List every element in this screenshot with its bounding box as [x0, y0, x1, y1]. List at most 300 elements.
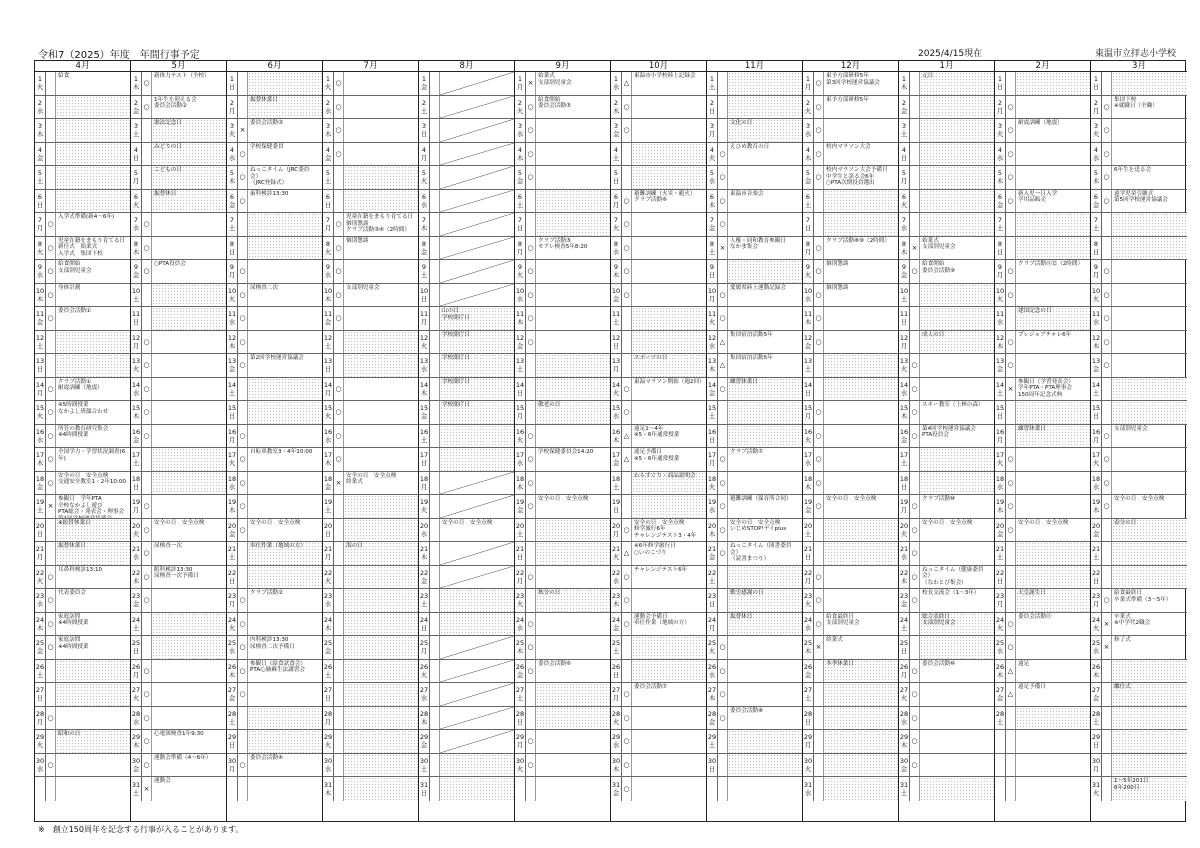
day-date [323, 354, 334, 377]
day-row [227, 542, 322, 566]
day-row [419, 166, 514, 190]
day-events: 建国記念の日 [1016, 307, 1090, 330]
day-number: 2 [421, 98, 427, 107]
weekday: 水 [996, 482, 1004, 491]
day-events [536, 425, 610, 448]
day-date [419, 636, 430, 659]
day-number: 10 [995, 286, 1005, 295]
day-row [419, 566, 514, 590]
day-row [227, 425, 322, 449]
day-row [419, 307, 514, 331]
lunch-mark [430, 495, 440, 518]
weekday: 月 [612, 365, 620, 374]
weekday: 土 [1092, 553, 1100, 562]
day-row [227, 307, 322, 331]
weekday: 土 [132, 294, 140, 303]
day-row [803, 354, 898, 378]
weekday: 水 [900, 388, 908, 397]
day-date [899, 166, 910, 189]
day-date [227, 96, 238, 119]
month-column [515, 61, 611, 821]
lunch-mark: ○ [910, 589, 920, 612]
day-row [35, 425, 130, 449]
day-events [152, 378, 226, 401]
day-events [728, 401, 802, 424]
day-date [1091, 119, 1102, 142]
day-row [611, 401, 706, 425]
weekday: 金 [708, 388, 716, 397]
day-date [1091, 166, 1102, 189]
weekday: 日 [420, 623, 428, 632]
day-events: 振替休日 [728, 613, 802, 636]
day-date [515, 777, 526, 801]
lunch-mark: ○ [718, 542, 728, 565]
weekday: 金 [996, 200, 1004, 209]
weekday: 日 [996, 412, 1004, 421]
lunch-mark [238, 566, 248, 589]
day-date [419, 166, 430, 189]
day-date [131, 777, 142, 801]
lunch-mark: ○ [142, 495, 152, 518]
day-row [803, 448, 898, 472]
day-date [35, 589, 46, 612]
weekday: 日 [996, 83, 1004, 92]
day-events [1016, 448, 1090, 471]
as-of-date: 2025/4/15現在 [918, 49, 983, 59]
day-date [227, 307, 238, 330]
day-date [1091, 143, 1102, 166]
lunch-mark [142, 472, 152, 495]
lunch-mark [142, 284, 152, 307]
lunch-mark: ○ [622, 683, 632, 706]
lunch-mark [430, 542, 440, 565]
day-number: 22 [1091, 568, 1101, 577]
weekday: 土 [132, 130, 140, 139]
day-events: 耐震訓練（地震） [1018, 120, 1063, 126]
day-date [515, 213, 526, 236]
day-row [323, 777, 418, 801]
lunch-mark: ○ [1102, 190, 1112, 213]
day-row [1091, 519, 1187, 543]
day-number: 2 [325, 98, 331, 107]
day-number: 20 [995, 521, 1005, 530]
day-number: 11 [1091, 310, 1101, 319]
weekday: 土 [708, 741, 716, 750]
lunch-mark [430, 331, 440, 354]
lunch-mark: ○ [526, 119, 536, 142]
weekday: 金 [804, 177, 812, 186]
day-row [899, 401, 994, 425]
day-events [1016, 707, 1090, 730]
day-number: 4 [325, 145, 331, 154]
day-number: 23 [803, 592, 813, 601]
day-date [803, 542, 814, 565]
weekday: 月 [132, 670, 140, 679]
day-events [920, 213, 994, 236]
weekday: 月 [996, 106, 1004, 115]
day-row [707, 119, 802, 143]
day-number: 11 [803, 310, 813, 319]
day-events [632, 166, 706, 189]
weekday: 水 [324, 600, 332, 609]
day-number: 12 [611, 333, 621, 342]
lunch-mark: × [718, 237, 728, 260]
lunch-mark: ○ [238, 660, 248, 683]
day-events [152, 636, 226, 659]
day-date [611, 660, 622, 683]
day-row [515, 119, 610, 143]
weekday: 金 [900, 271, 908, 280]
weekday: 日 [228, 412, 236, 421]
day-events: 安全の日 安全点検 いじめSTOP!デイplus [730, 519, 787, 533]
day-number: 22 [323, 568, 333, 577]
day-events [632, 260, 706, 283]
day-events [1112, 378, 1187, 401]
weekday: 土 [420, 271, 428, 280]
day-row [899, 730, 994, 754]
day-row [515, 613, 610, 637]
day-number: 19 [131, 498, 141, 507]
day-number: 14 [899, 380, 909, 389]
weekday: 日 [228, 741, 236, 750]
day-date [899, 96, 910, 119]
day-date [803, 683, 814, 706]
day-events: 1～5年201日 6年200日 [1112, 777, 1187, 801]
day-number: 10 [611, 286, 621, 295]
day-events: 新入児一日入学 学用品販売 [1018, 190, 1058, 204]
day-number: 18 [1091, 474, 1101, 483]
day-number: 13 [995, 357, 1005, 366]
lunch-mark: × [910, 237, 920, 260]
day-row [707, 683, 802, 707]
lunch-mark [430, 284, 440, 307]
day-date [227, 190, 238, 213]
weekday: 月 [420, 153, 428, 162]
lunch-mark: ○ [718, 213, 728, 236]
day-date [323, 448, 334, 471]
day-date [611, 519, 622, 542]
day-date [995, 143, 1006, 166]
day-row [131, 754, 226, 778]
day-number: 6 [901, 192, 907, 201]
lunch-mark: ○ [334, 260, 344, 283]
weekday: 水 [324, 271, 332, 280]
day-date [803, 378, 814, 401]
day-number: 21 [707, 545, 717, 554]
day-date [515, 166, 526, 189]
weekday: 土 [900, 788, 908, 797]
lunch-mark [910, 72, 920, 95]
day-number: 27 [323, 686, 333, 695]
weekday: 日 [516, 553, 524, 562]
day-row [131, 495, 226, 519]
day-number: 11 [131, 310, 141, 319]
day-date [611, 284, 622, 307]
lunch-mark: ○ [238, 472, 248, 495]
month-column [35, 61, 131, 821]
day-row [419, 190, 514, 214]
month-header: 2月 [995, 61, 1090, 72]
weekday: 土 [900, 623, 908, 632]
day-number: 1 [133, 75, 139, 84]
day-number: 5 [229, 169, 235, 178]
weekday: 月 [708, 130, 716, 139]
day-events: 給食 [58, 73, 70, 79]
lunch-mark [46, 143, 56, 166]
lunch-mark [814, 707, 824, 730]
lunch-mark: △ [622, 425, 632, 448]
day-row [899, 72, 994, 96]
weekday: 火 [324, 83, 332, 92]
day-events: 秋分の日 [536, 589, 610, 612]
day-date [227, 472, 238, 495]
day-events: 運動会準備（4～6年） [154, 754, 212, 761]
day-events [1112, 213, 1187, 236]
day-date [707, 331, 718, 354]
day-number: 10 [35, 286, 45, 295]
day-date [707, 425, 718, 448]
day-number: 20 [899, 521, 909, 530]
day-number: 19 [1091, 498, 1101, 507]
day-number: 3 [805, 122, 811, 131]
day-date [227, 237, 238, 260]
lunch-mark [814, 519, 824, 542]
weekday: 月 [804, 247, 812, 256]
weekday: 水 [804, 623, 812, 632]
day-date [899, 495, 910, 518]
weekday: 水 [420, 365, 428, 374]
day-events [824, 472, 898, 495]
day-events [440, 613, 514, 636]
day-number: 29 [323, 733, 333, 742]
lunch-mark: ○ [238, 519, 248, 542]
day-row [515, 96, 610, 120]
day-row [995, 448, 1090, 472]
day-row [323, 730, 418, 754]
lunch-mark [238, 730, 248, 753]
day-events [248, 472, 322, 495]
day-row [995, 331, 1090, 355]
day-row [323, 166, 418, 190]
day-events: クラブ活動② [250, 590, 283, 596]
day-events [632, 636, 706, 659]
day-events: ※5時間授業 なかよし班顔合わせ [58, 402, 109, 415]
lunch-mark [430, 425, 440, 448]
day-events [440, 777, 514, 801]
lunch-mark [46, 683, 56, 706]
day-number: 14 [707, 380, 717, 389]
day-number: 8 [1093, 239, 1099, 248]
day-row [419, 707, 514, 731]
day-events [536, 636, 610, 659]
lunch-mark: ○ [46, 448, 56, 471]
month-header: 1月 [899, 61, 994, 72]
day-date [899, 613, 910, 636]
footnote: ※ 創立150周年を記念する行事が入ることがあります。 [38, 825, 244, 834]
day-row [131, 378, 226, 402]
weekday: 水 [132, 553, 140, 562]
day-row [611, 566, 706, 590]
weekday: 木 [420, 224, 428, 233]
day-events: 家庭訪問 ※4時間授業 [58, 613, 89, 627]
day-row [323, 260, 418, 284]
weekday: 金 [324, 153, 332, 162]
day-number: 25 [707, 639, 717, 648]
weekday: 木 [900, 741, 908, 750]
day-row [995, 777, 1090, 801]
day-number: 26 [131, 662, 141, 671]
day-date [35, 448, 46, 471]
day-date [131, 96, 142, 119]
day-events [440, 143, 514, 166]
day-number: 14 [611, 380, 621, 389]
day-events: クラブ活動⑧⑨（2時間） [826, 237, 890, 244]
day-date [707, 495, 718, 518]
day-events [56, 707, 130, 730]
lunch-mark: ○ [46, 636, 56, 659]
weekday: 月 [516, 576, 524, 585]
weekday: 月 [516, 83, 524, 92]
day-row [419, 754, 514, 778]
weekday: 月 [36, 717, 44, 726]
day-row [707, 448, 802, 472]
day-date [899, 307, 910, 330]
lunch-mark: ○ [718, 683, 728, 706]
day-row [899, 613, 994, 637]
day-number: 10 [131, 286, 141, 295]
day-row [323, 542, 418, 566]
day-date [1091, 448, 1102, 471]
lunch-mark: ○ [1006, 284, 1016, 307]
day-row [419, 613, 514, 637]
day-number: 26 [227, 662, 237, 671]
weekday: 木 [132, 576, 140, 585]
weekday: 木 [132, 412, 140, 421]
day-row [611, 284, 706, 308]
day-row [899, 166, 994, 190]
day-date [611, 72, 622, 95]
day-number: 2 [613, 98, 619, 107]
day-row [899, 237, 994, 261]
weekday: 金 [804, 506, 812, 515]
calendar-grid [34, 60, 1186, 822]
day-events [152, 354, 226, 377]
day-number: 24 [899, 615, 909, 624]
lunch-mark: ○ [1102, 96, 1112, 119]
day-number: 17 [323, 451, 333, 460]
day-number: 27 [803, 686, 813, 695]
day-events [56, 166, 130, 189]
weekday: 日 [516, 717, 524, 726]
day-date [419, 284, 430, 307]
day-number: 8 [805, 239, 811, 248]
day-date [419, 777, 430, 801]
day-row [515, 307, 610, 331]
day-number: 22 [35, 568, 45, 577]
weekday: 火 [612, 553, 620, 562]
weekday: 土 [228, 224, 236, 233]
day-date [803, 72, 814, 95]
day-row [227, 378, 322, 402]
day-number: 6 [613, 192, 619, 201]
day-date [995, 166, 1006, 189]
weekday: 日 [1092, 741, 1100, 750]
day-number: 12 [419, 333, 429, 342]
month-column [995, 61, 1091, 821]
day-events [632, 660, 706, 683]
weekday: 土 [516, 200, 524, 209]
day-number: 31 [899, 780, 909, 789]
day-date [419, 307, 430, 330]
lunch-mark [1006, 542, 1016, 565]
day-number: 4 [517, 145, 523, 154]
day-date [131, 284, 142, 307]
day-row [515, 354, 610, 378]
day-date [323, 566, 334, 589]
lunch-mark: ○ [814, 401, 824, 424]
day-number: 4 [901, 145, 907, 154]
weekday: 日 [708, 764, 716, 773]
day-row [323, 237, 418, 261]
weekday: 水 [804, 459, 812, 468]
lunch-mark [1102, 754, 1112, 777]
day-date [515, 190, 526, 213]
lunch-mark [526, 401, 536, 424]
day-date [707, 378, 718, 401]
day-events [1016, 284, 1090, 307]
day-date [515, 519, 526, 542]
day-number: 28 [707, 709, 717, 718]
day-row [227, 354, 322, 378]
day-row [707, 166, 802, 190]
day-number: 20 [419, 521, 429, 530]
day-number: 17 [995, 451, 1005, 460]
lunch-mark [526, 378, 536, 401]
lunch-mark: × [142, 777, 152, 801]
day-events [440, 190, 514, 213]
lunch-mark: × [334, 472, 344, 495]
day-number: 15 [515, 404, 525, 413]
lunch-mark: × [1006, 378, 1016, 401]
day-date [995, 425, 1006, 448]
day-row [131, 425, 226, 449]
weekday: 水 [36, 271, 44, 280]
lunch-mark: ○ [622, 754, 632, 777]
day-events [56, 119, 130, 142]
weekday: 土 [708, 247, 716, 256]
day-events [1016, 237, 1090, 260]
day-number: 10 [899, 286, 909, 295]
weekday: 月 [804, 576, 812, 585]
day-date [323, 660, 334, 683]
lunch-mark [718, 777, 728, 801]
lunch-mark [430, 72, 440, 95]
lunch-mark: ○ [1006, 495, 1016, 518]
day-row [803, 754, 898, 778]
day-date [35, 72, 46, 95]
day-events [632, 119, 706, 142]
day-events [440, 448, 514, 471]
weekday: 金 [36, 482, 44, 491]
day-events [1112, 237, 1187, 260]
day-number: 27 [707, 686, 717, 695]
day-number: 11 [899, 310, 909, 319]
day-events [728, 213, 802, 236]
day-date [131, 119, 142, 142]
day-number: 5 [805, 169, 811, 178]
day-date [899, 472, 910, 495]
day-date [611, 143, 622, 166]
